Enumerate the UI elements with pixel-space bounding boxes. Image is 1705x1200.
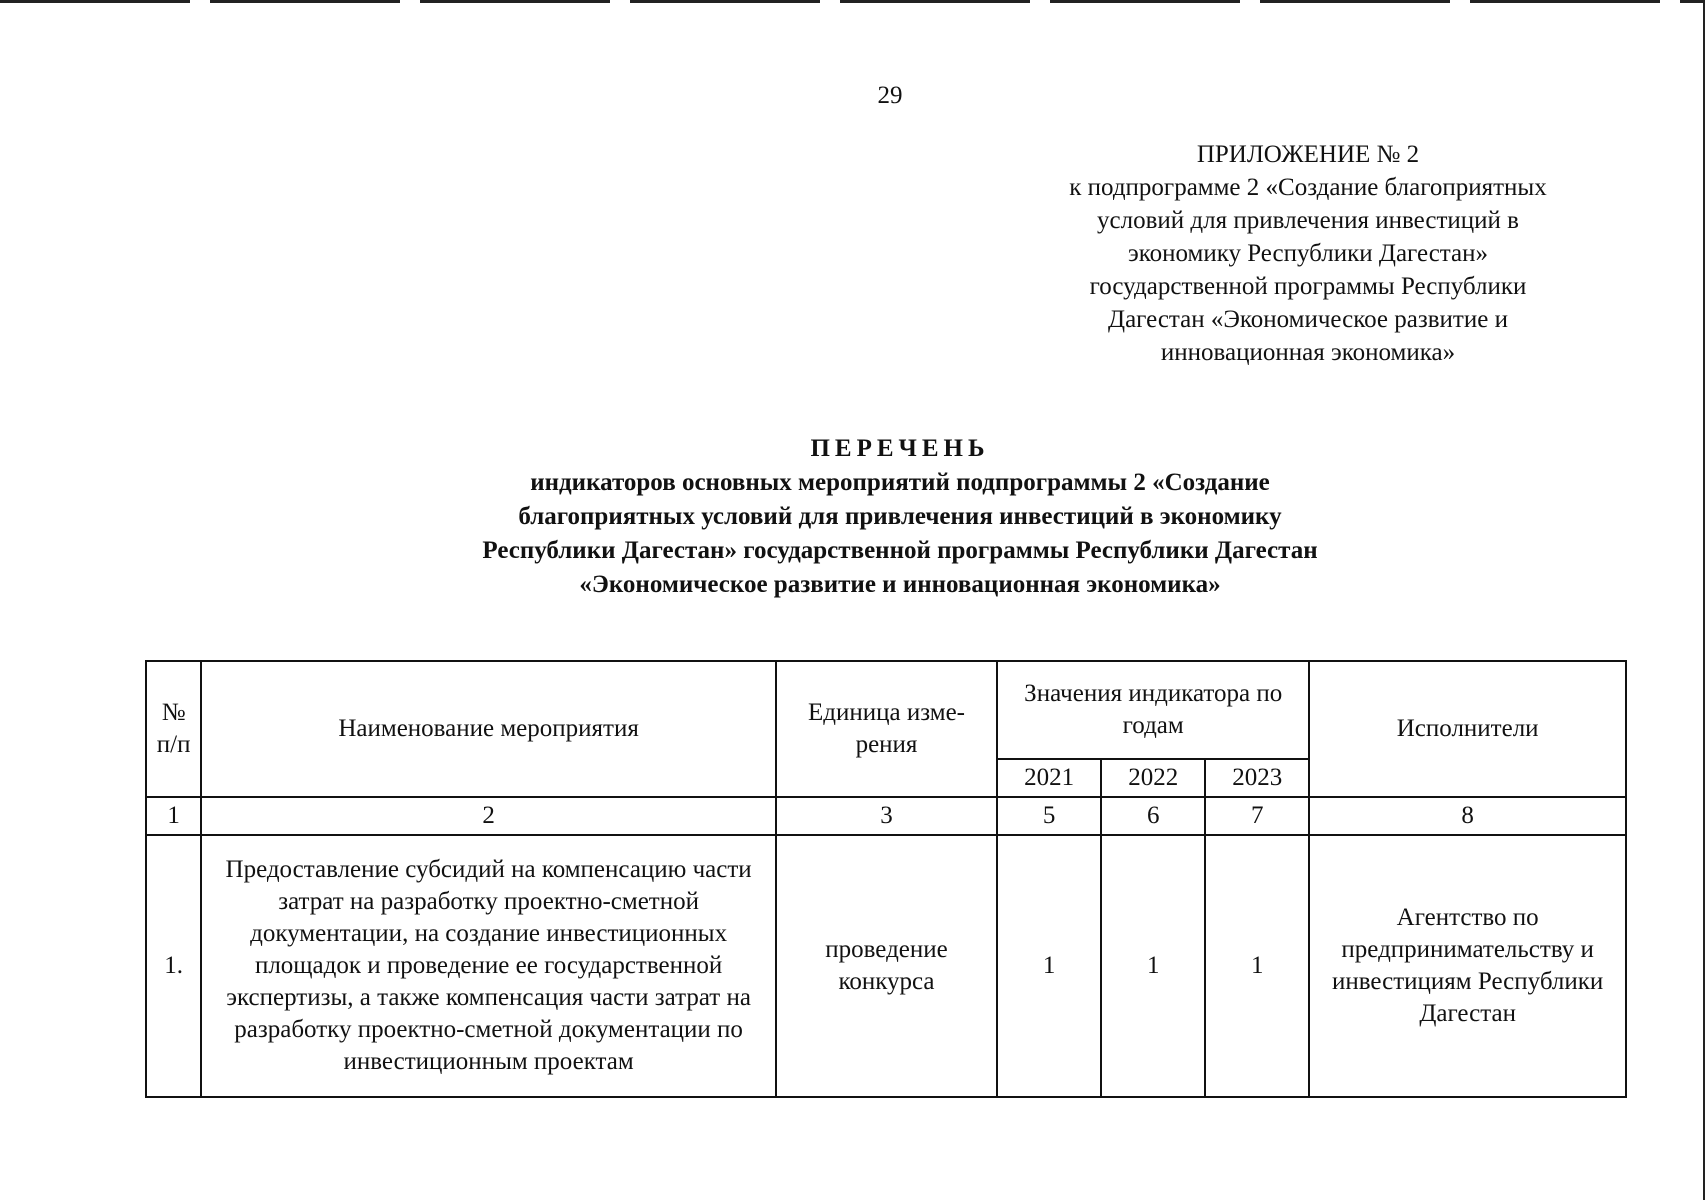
appendix-line: Дагестан «Экономическое развитие и	[1108, 306, 1508, 333]
row-num: 1.	[146, 835, 201, 1097]
appendix-line: к подпрограмме 2 «Создание благоприятных	[1069, 174, 1547, 201]
header-executors: Исполнители	[1309, 661, 1626, 797]
appendix-line: условий для привлечения инвестиций в	[1097, 207, 1519, 234]
appendix-block	[1038, 138, 1578, 369]
appendix-line: инновационная экономика»	[1160, 339, 1456, 366]
document-heading	[395, 432, 1405, 602]
row-name: Предоставление субсидий на компенсацию части затрат на разработку проектно-сметной документации, на создание инвестиционных площадок и проведение ее государственной экспертизы, а также компенсация части затрат на разработку проектно-сметной документации по инвестиционным проектам	[201, 835, 776, 1097]
column-number: 5	[997, 797, 1101, 835]
page-number: 29	[877, 82, 903, 109]
indicators-table	[145, 660, 1627, 1098]
page-top-border	[0, 0, 1705, 3]
heading-line: индикаторов основных мероприятий подпрограммы 2 «Создание	[530, 469, 1270, 496]
heading-line: Республики Дагестан» государственной программы Республики Дагестан	[482, 537, 1318, 564]
column-number: 3	[776, 797, 997, 835]
column-number: 6	[1101, 797, 1205, 835]
row-executor: Агентство по предпринимательству и инвестициям Республики Дагестан	[1309, 835, 1626, 1097]
heading-line: «Экономическое развитие и инновационная экономика»	[579, 571, 1221, 598]
appendix-line: экономику Республики Дагестан»	[1127, 240, 1488, 267]
row-value-2023: 1	[1205, 835, 1309, 1097]
heading-line: благоприятных условий для привлечения инвестиций в экономику	[518, 503, 1282, 530]
column-number: 2	[201, 797, 776, 835]
header-num: № п/п	[146, 661, 201, 797]
header-unit: Единица изме-рения	[776, 661, 997, 797]
table-row	[146, 835, 1626, 1097]
header-year-2023: 2023	[1205, 759, 1309, 797]
column-number: 8	[1309, 797, 1626, 835]
header-values: Значения индикатора по годам	[997, 661, 1309, 759]
column-number: 7	[1205, 797, 1309, 835]
row-value-2021: 1	[997, 835, 1101, 1097]
column-number-row	[146, 797, 1626, 835]
header-year-2021: 2021	[997, 759, 1101, 797]
column-number: 1	[146, 797, 201, 835]
row-value-2022: 1	[1101, 835, 1205, 1097]
header-name: Наименование мероприятия	[201, 661, 776, 797]
heading-title: ПЕРЕЧЕНЬ	[810, 435, 990, 462]
header-year-2022: 2022	[1101, 759, 1205, 797]
appendix-line: государственной программы Республики	[1089, 273, 1527, 300]
row-unit: проведение конкурса	[776, 835, 997, 1097]
appendix-title: ПРИЛОЖЕНИЕ № 2	[1196, 141, 1420, 168]
